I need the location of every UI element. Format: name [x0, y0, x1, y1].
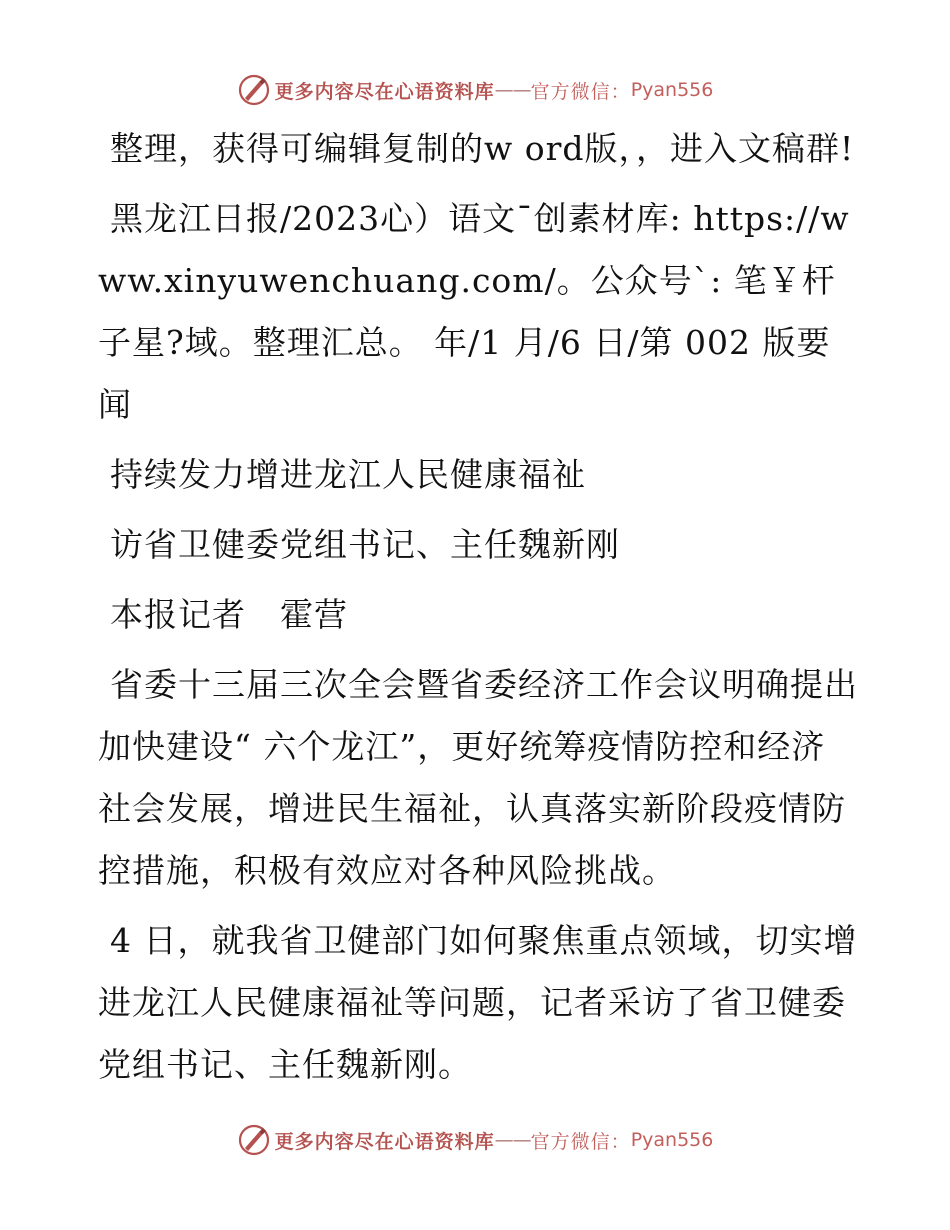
- footer-watermark: [0, 1120, 950, 1160]
- watermark-contact-label: 官方微信：: [530, 1130, 631, 1153]
- brand-logo-icon: [237, 1123, 271, 1157]
- watermark-contact-handle: Pyan556: [630, 1129, 714, 1151]
- watermark-brand-text: 更多内容尽在心语资料库: [274, 80, 495, 103]
- watermark-separator: ——: [494, 1129, 531, 1151]
- watermark-brand-text: 更多内容尽在心语资料库: [274, 1130, 495, 1153]
- article-byline: 本报记者 霍营: [110, 595, 348, 634]
- article-headline: 持续发力增进龙江人民健康福祉: [110, 455, 586, 494]
- brand-logo-icon: [237, 73, 271, 107]
- source-paragraph: 黑龙江日报/2023心）语文¯创素材库: https://www.xinyuwenchuang.com/。公众号`: 笔￥杆子星?域。整理汇总。 年/1 月/6 日/第 002 版要闻: [98, 199, 850, 424]
- watermark-contact-label: 官方微信：: [530, 80, 631, 103]
- watermark-contact-handle: Pyan556: [630, 79, 714, 101]
- watermark-separator: ——: [494, 79, 531, 101]
- header-watermark: [0, 70, 950, 110]
- body-paragraph: 省委十三届三次全会暨省委经济工作会议明确提出加快建设“ 六个龙江”，更好统筹疫情防控和经济社会发展，增进民生福祉，认真落实新阶段疫情防控措施，积极有效应对各种风险挑战。: [98, 665, 858, 890]
- article-subheadline: 访省卫健委党组书记、主任魏新刚: [110, 525, 620, 564]
- intro-paragraph: 整理，获得可编辑复制的w ord版，，进入文稿群!: [110, 129, 855, 168]
- document-body: [98, 118, 858, 1104]
- body-paragraph: 4 日，就我省卫健部门如何聚焦重点领域，切实增进龙江人民健康福祉等问题，记者采访了省卫健委党组书记、主任魏新刚。: [98, 921, 858, 1084]
